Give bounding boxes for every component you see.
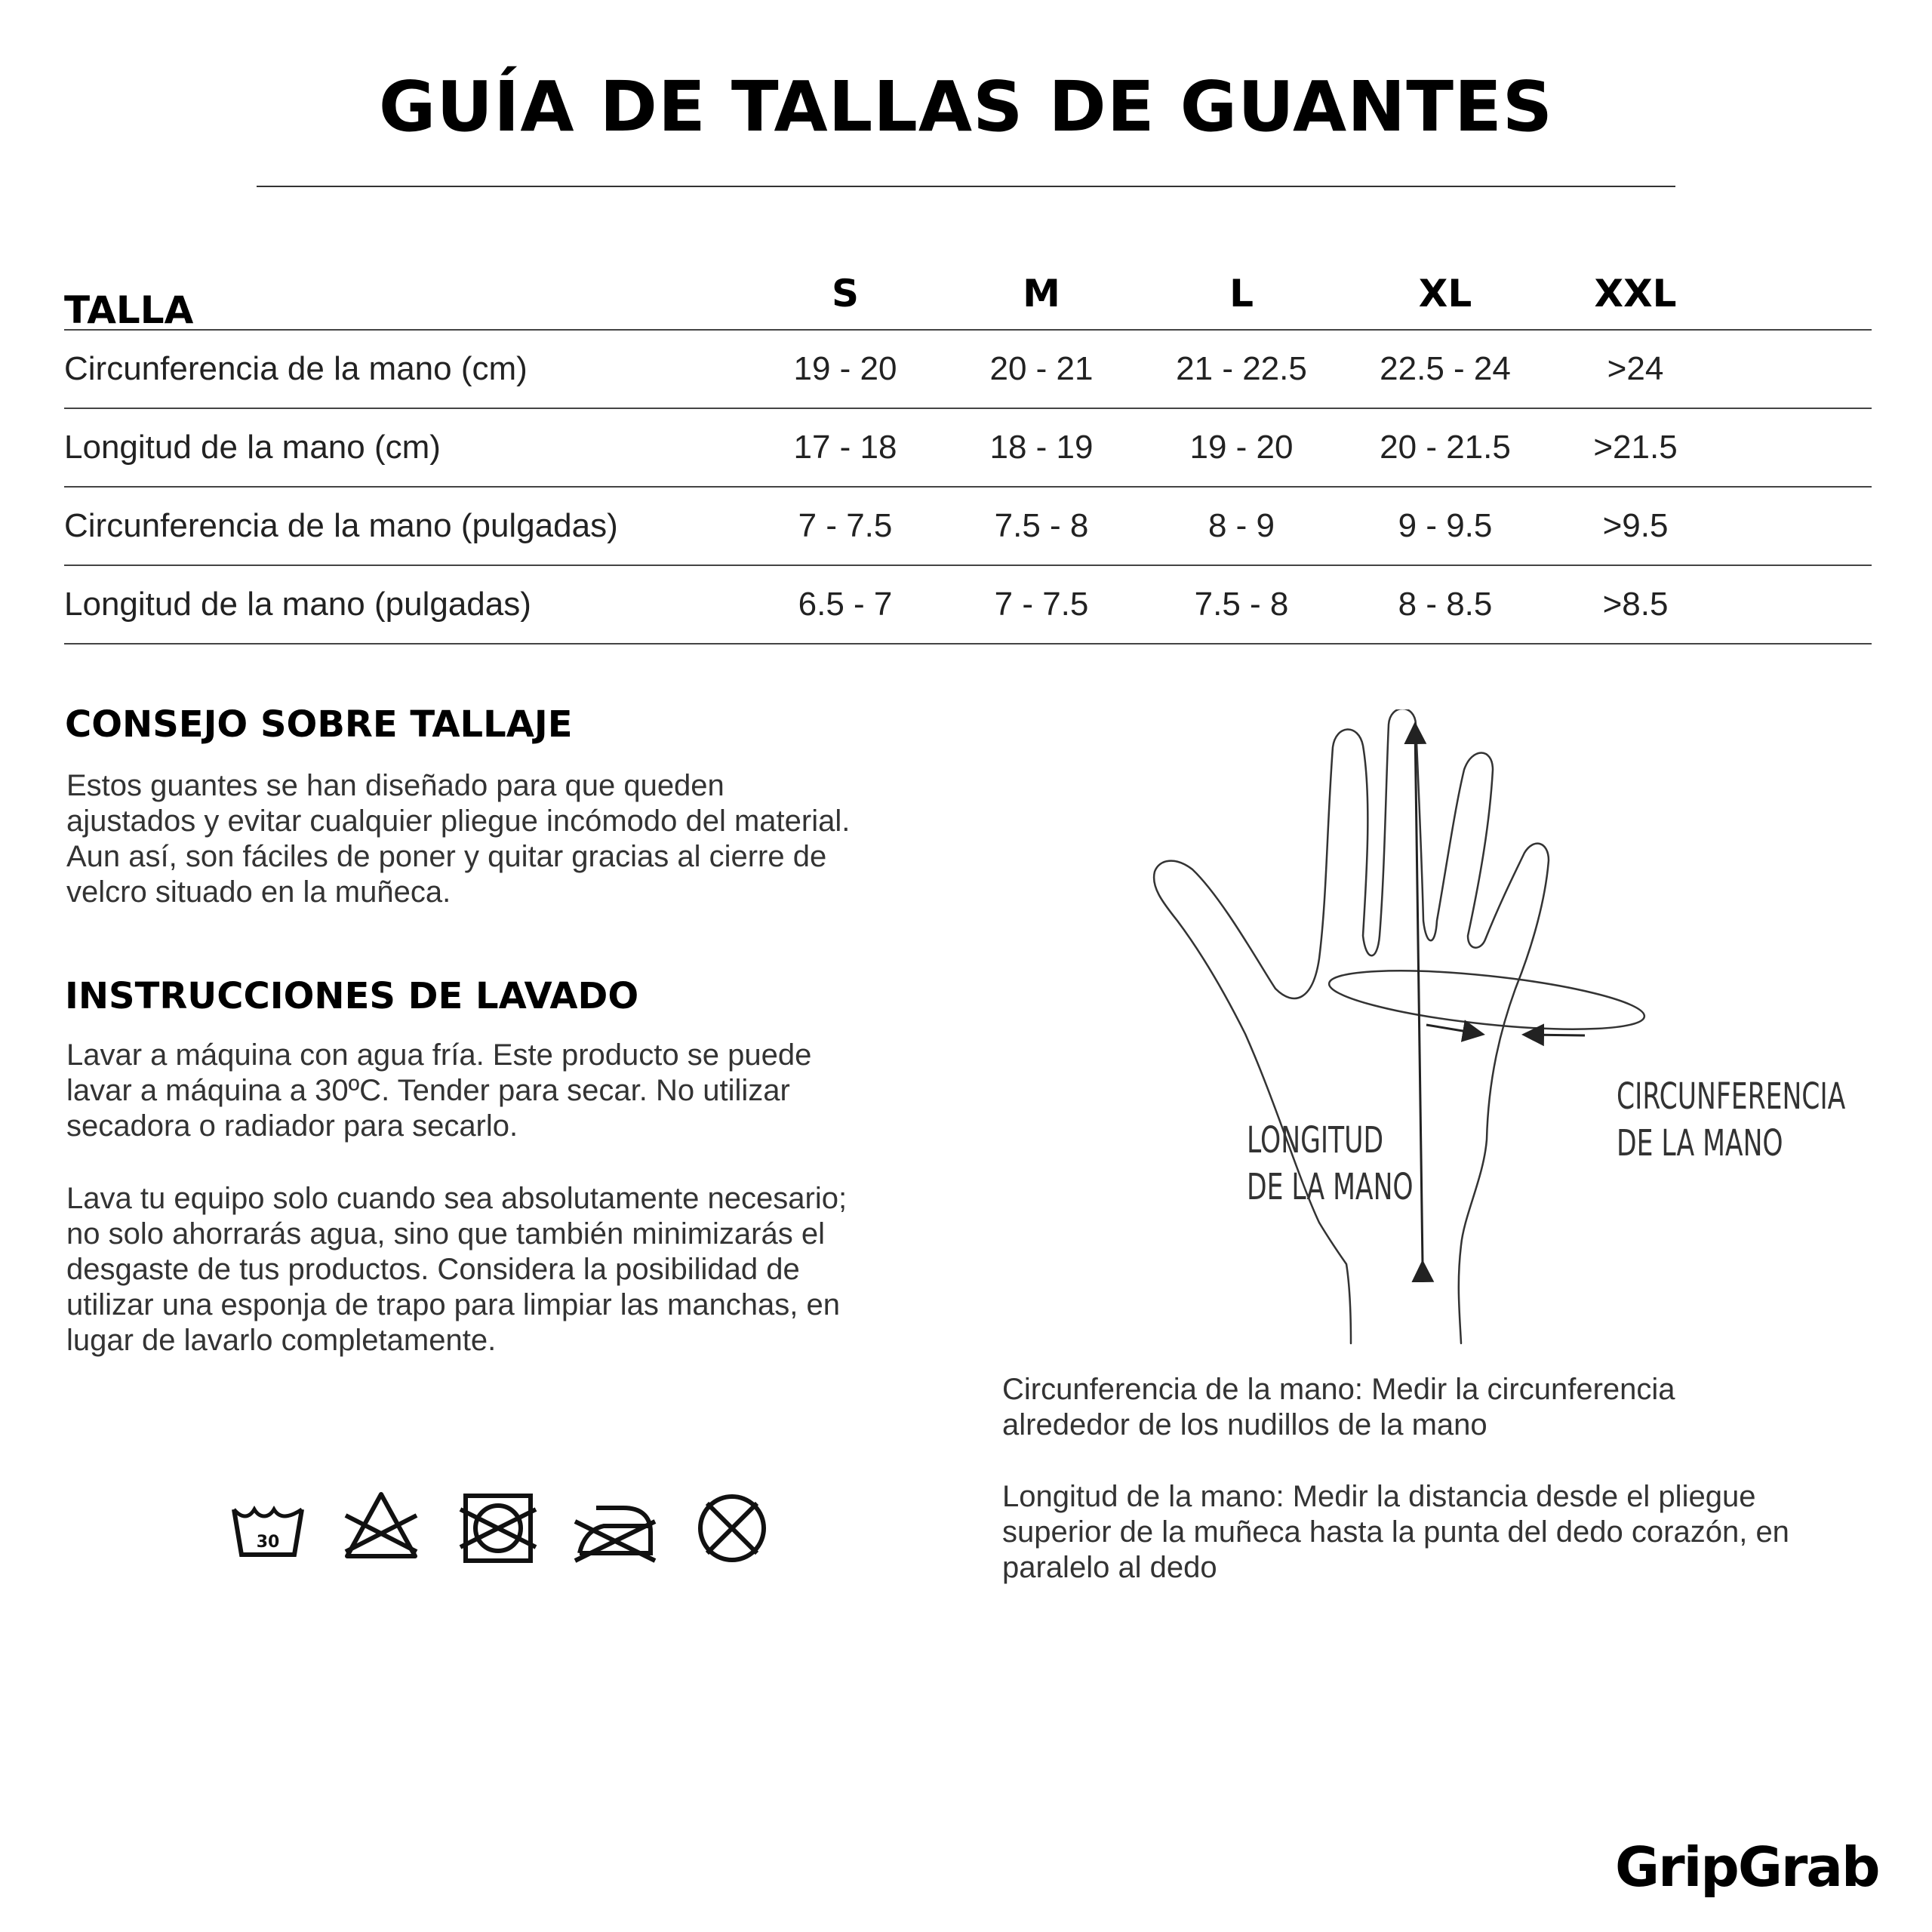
table-cell: 7.5 - 8: [1194, 586, 1289, 623]
length-label: LONGITUD DE LA MANO: [1247, 1119, 1414, 1208]
page-title: GUÍA DE TALLAS DE GUANTES: [378, 66, 1554, 147]
circumference-note: Circunferencia de la mano: Medir la circunferencia alrededor de los nudillos de la mano: [1002, 1373, 1675, 1441]
no-bleach-icon: [340, 1487, 423, 1570]
table-cell: 7 - 7.5: [994, 586, 1089, 623]
length-note: Longitud de la mano: Medir la distancia desde el pliegue superior de la muñeca hasta la punta del dedo corazón, en paralelo al dedo: [1002, 1480, 1789, 1584]
row-label: Longitud de la mano (pulgadas): [64, 586, 531, 623]
size-m-header: M: [1023, 272, 1060, 315]
no-dry-clean-icon: [691, 1487, 774, 1570]
table-cell: 7 - 7.5: [798, 507, 893, 544]
care-icons: [226, 1487, 777, 1570]
table-cell: 9 - 9.5: [1398, 507, 1493, 544]
title-divider: [257, 186, 1675, 187]
table-cell: 20 - 21: [989, 350, 1094, 387]
table-cell: 20 - 21.5: [1380, 429, 1511, 466]
hand-diagram-svg: [1132, 709, 1887, 1358]
washing-heading: INSTRUCCIONES DE LAVADO: [65, 975, 639, 1017]
table-cell: >8.5: [1602, 586, 1669, 623]
size-table: [64, 249, 1872, 645]
table-row: [64, 566, 1872, 645]
circumference-label: CIRCUNFERENCIA DE LA MANO: [1617, 1075, 1846, 1164]
table-cell: 18 - 19: [989, 429, 1094, 466]
wash-temperature: 30: [256, 1533, 280, 1552]
table-cell: 7.5 - 8: [994, 507, 1089, 544]
table-cell: 6.5 - 7: [798, 586, 893, 623]
hand-outline: [1154, 709, 1549, 1343]
header-label: TALLA: [64, 288, 194, 332]
circumference-arrow-left: [1426, 1025, 1481, 1034]
row-label: Circunferencia de la mano (cm): [64, 350, 528, 387]
table-cell: >9.5: [1602, 507, 1669, 544]
sizing-tip-heading: CONSEJO SOBRE TALLAJE: [65, 703, 573, 746]
table-cell: 19 - 20: [1189, 429, 1294, 466]
knuckle-ellipse: [1327, 959, 1647, 1041]
table-cell: 17 - 18: [793, 429, 897, 466]
washing-text: Lavar a máquina con agua fría. Este producto se puede lavar a máquina a 30ºC. Tender para secar. No utilizar secadora o radiador para secarlo.: [66, 1038, 812, 1143]
size-xl-header: XL: [1418, 272, 1472, 315]
table-row: [64, 488, 1872, 566]
size-xxl-header: XXL: [1594, 272, 1677, 315]
table-row: [64, 409, 1872, 488]
table-cell: >24: [1607, 350, 1664, 387]
no-tumble-dry-icon: [457, 1487, 540, 1570]
size-s-header: S: [831, 272, 859, 315]
sizing-tip-text: Estos guantes se han diseñado para que queden ajustados y evitar cualquier pliegue incómodo del material. Aun así, son fáciles de poner y quitar gracias al cierre de velcro situado en la muñeca.: [66, 769, 851, 909]
table-cell: >21.5: [1593, 429, 1678, 466]
no-iron-icon: [574, 1487, 657, 1570]
row-label: Circunferencia de la mano (pulgadas): [64, 507, 618, 544]
table-cell: 8 - 9: [1208, 507, 1275, 544]
brand-logo: GripGrab: [1615, 1835, 1879, 1899]
washing-extra-text: Lava tu equipo solo cuando sea absolutamente necesario; no solo ahorrarás agua, sino que también minimizarás el desgaste de tus productos. Considera la posibilidad de utilizar una esponja de trapo para limpiar las manchas, en lugar de lavarlo completamente.: [66, 1182, 848, 1357]
table-header-row: [64, 249, 1872, 331]
wash-30-icon: [226, 1487, 309, 1570]
table-cell: 21 - 22.5: [1176, 350, 1307, 387]
table-cell: 8 - 8.5: [1398, 586, 1493, 623]
size-l-header: L: [1229, 272, 1254, 315]
table-row: [64, 331, 1872, 409]
table-cell: 19 - 20: [793, 350, 897, 387]
table-cell: 22.5 - 24: [1380, 350, 1511, 387]
row-label: Longitud de la mano (cm): [64, 429, 441, 466]
